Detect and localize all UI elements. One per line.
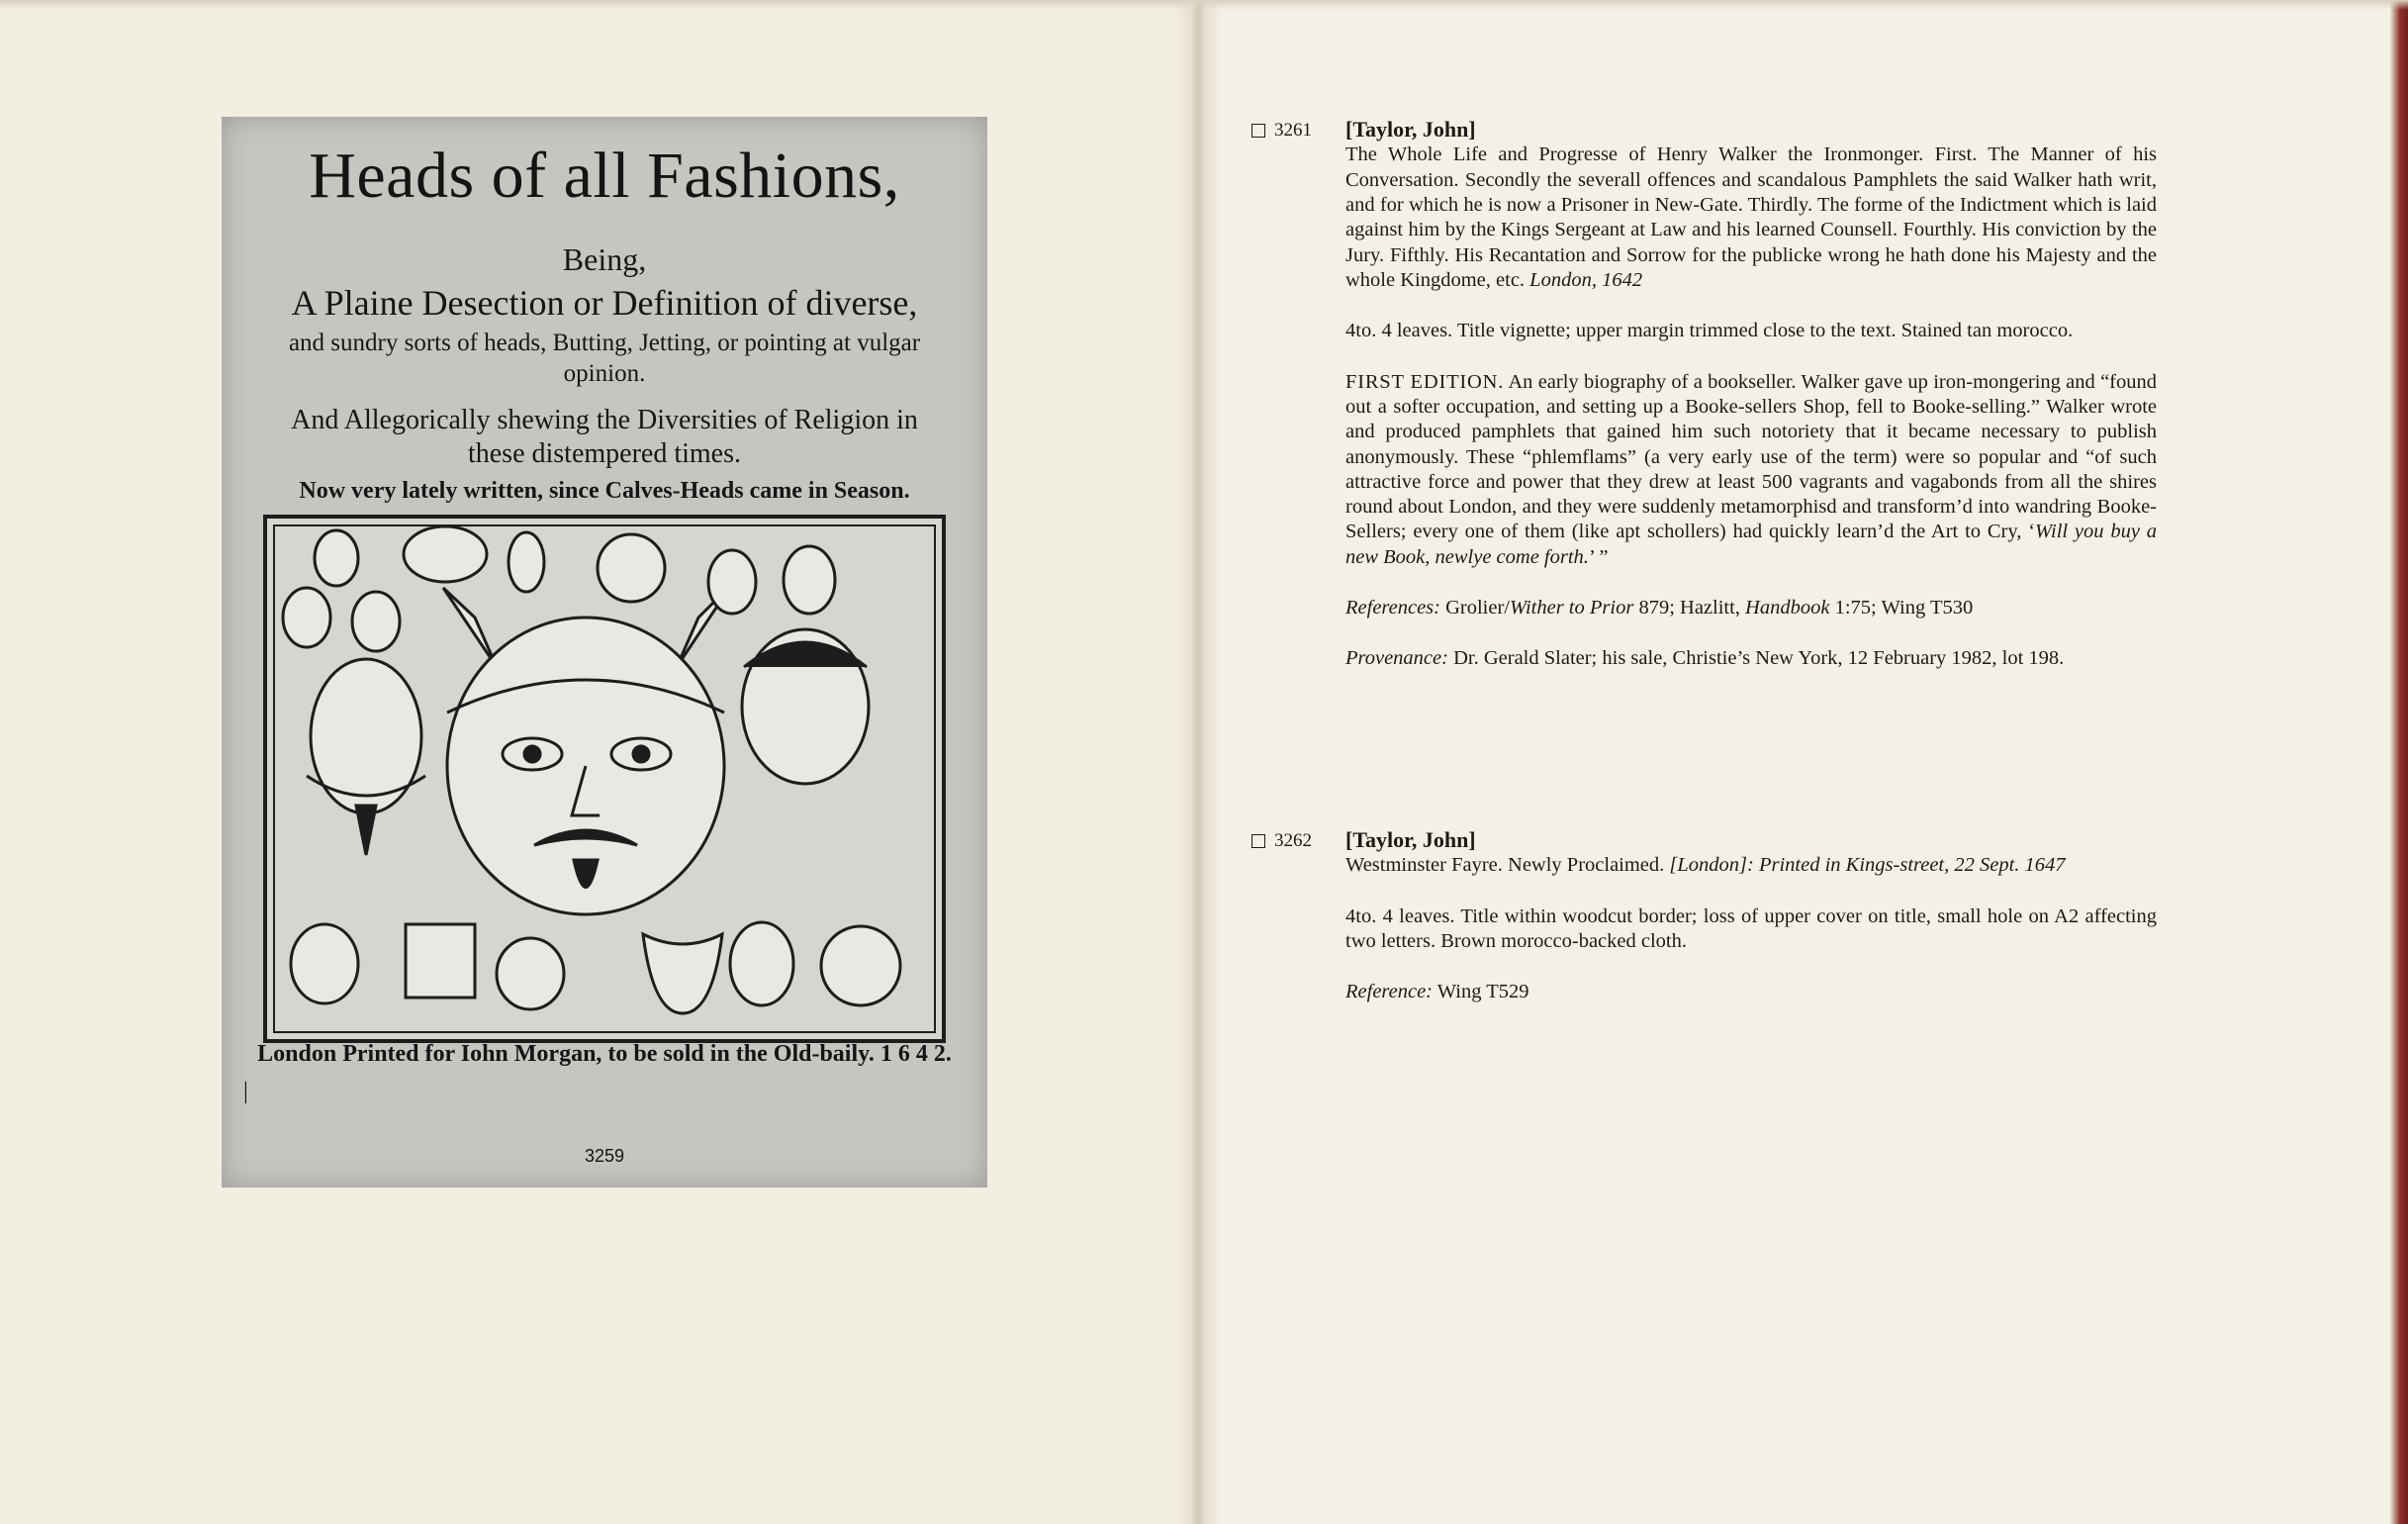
note-end: ’ ”: [1588, 545, 1609, 568]
refs-label: References:: [1345, 597, 1440, 619]
plate-being: Being,: [562, 241, 647, 277]
entry-title: [1345, 853, 2157, 878]
entry-description: 4to. 4 leaves. Title vignette; upper margin trimmed close to the text. Stained tan morocco.: [1345, 320, 2074, 342]
note-quote: Will you buy a new Book, newlye come forth.: [1345, 521, 2157, 568]
refs-e: 1:75; Wing T530: [1829, 597, 1974, 619]
entry-imprint: [London]: Printed in Kings-street, 22 Sept. 1647: [1669, 854, 2066, 877]
lot-header: [1251, 830, 1312, 852]
entry-imprint: London, 1642: [1529, 268, 1643, 291]
plate-imprint: London Printed for Iohn Morgan, to be sold in the Old-baily. 1 6 4 2.: [257, 1041, 952, 1067]
note-caps: FIRST EDITION.: [1345, 370, 1505, 393]
plate-tagline: Now very lately written, since Calves-Heads came in Season.: [299, 478, 910, 504]
plate-allegory: And Allegorically shewing the Diversities of Religion in these distempered times.: [291, 405, 918, 469]
page-shadow: [0, 0, 2408, 10]
refs-text: Wing T529: [1433, 981, 1529, 1003]
plate-subtitle: A Plaine Desection or Definition of diverse,: [291, 283, 918, 323]
entry-title-text: The Whole Life and Progresse of Henry Walker the Ironmonger. First. The Manner of his Conversation. Secondly the severall offences and scandalous Pamphlets the said Walker hath writ, and for which he is now a Prisoner in New-Gate. Thirdly. The forme of the Indictment which is laid against him by the Kings Sergeant at Law and his learned Counsell. Fourthly. His conviction by the Jury. Fifthly. His Recantation and Sorrow for the publicke wrong he hath done his Majesty and the whole Kingdome, etc.: [1345, 143, 2157, 291]
entry-title-text: Westminster Fayre. Newly Proclaimed.: [1345, 854, 1665, 877]
woodcut-illustration: [263, 515, 946, 1043]
plate-description: and sundry sorts of heads, Butting, Jetting, or pointing at vulgar opinion.: [288, 330, 921, 387]
lot-checkbox[interactable]: [1251, 124, 1265, 138]
entry-description: 4to. 4 leaves. Title within woodcut border; loss of upper cover on title, small hole on A2 affecting two letters. Brown morocco-backed cloth.: [1345, 905, 2157, 953]
refs-c: 879; Hazlitt,: [1633, 597, 1746, 619]
plate-lot-number: 3259: [584, 1146, 625, 1166]
title-page-plate: [222, 117, 987, 1188]
book-gutter: [1175, 0, 1221, 1524]
entry-title: [1345, 143, 2157, 293]
entry-author: [Taylor, John]: [1345, 117, 1476, 142]
entry-provenance: [1345, 646, 2157, 671]
entry-author: [Taylor, John]: [1345, 827, 1476, 852]
refs-b: Wither to Prior: [1510, 597, 1634, 619]
lot-header: [1251, 120, 1312, 142]
refs-d: Handbook: [1745, 597, 1830, 619]
lot-number: 3262: [1274, 830, 1312, 851]
entry-references: [1345, 596, 2157, 620]
plate-mark: |: [243, 1079, 248, 1104]
plate-title: Heads of all Fashions,: [309, 140, 900, 212]
refs-a: Grolier/: [1439, 597, 1511, 619]
catalogue-entry-3261: [1274, 117, 2158, 672]
heads-woodcut: [267, 519, 942, 1039]
lot-number: 3261: [1274, 120, 1312, 141]
book-edge: [2390, 0, 2408, 1524]
entry-note: [1345, 370, 2157, 571]
refs-label: Reference:: [1345, 981, 1434, 1003]
prov-label: Provenance:: [1345, 647, 1448, 670]
catalogue-entry-3262: [1274, 827, 2157, 1005]
prov-text: Dr. Gerald Slater; his sale, Christie’s New York, 12 February 1982, lot 198.: [1447, 647, 2065, 670]
lot-checkbox[interactable]: [1251, 834, 1265, 848]
note-text: An early biography of a bookseller. Walker gave up iron-mongering and “found out a softer occupation, and setting up a Booke-sellers Shop, fell to Booke-selling.” Walker wrote and produced pamphlets that gained him such notoriety that it became necessary to publish anonymously. These “phlemflams” (a very early use of the term) were so popular and “of such attractive force and power that they drew at least 500 vagrants and vagabonds from all the shires round about London, and they were suddenly metamorphisd and transform’d into wandring Booke-Sellers; every one of them (like apt schollers) had quickly learn’d the Art to Cry, ‘: [1345, 370, 2158, 543]
entry-references: [1345, 980, 2157, 1004]
